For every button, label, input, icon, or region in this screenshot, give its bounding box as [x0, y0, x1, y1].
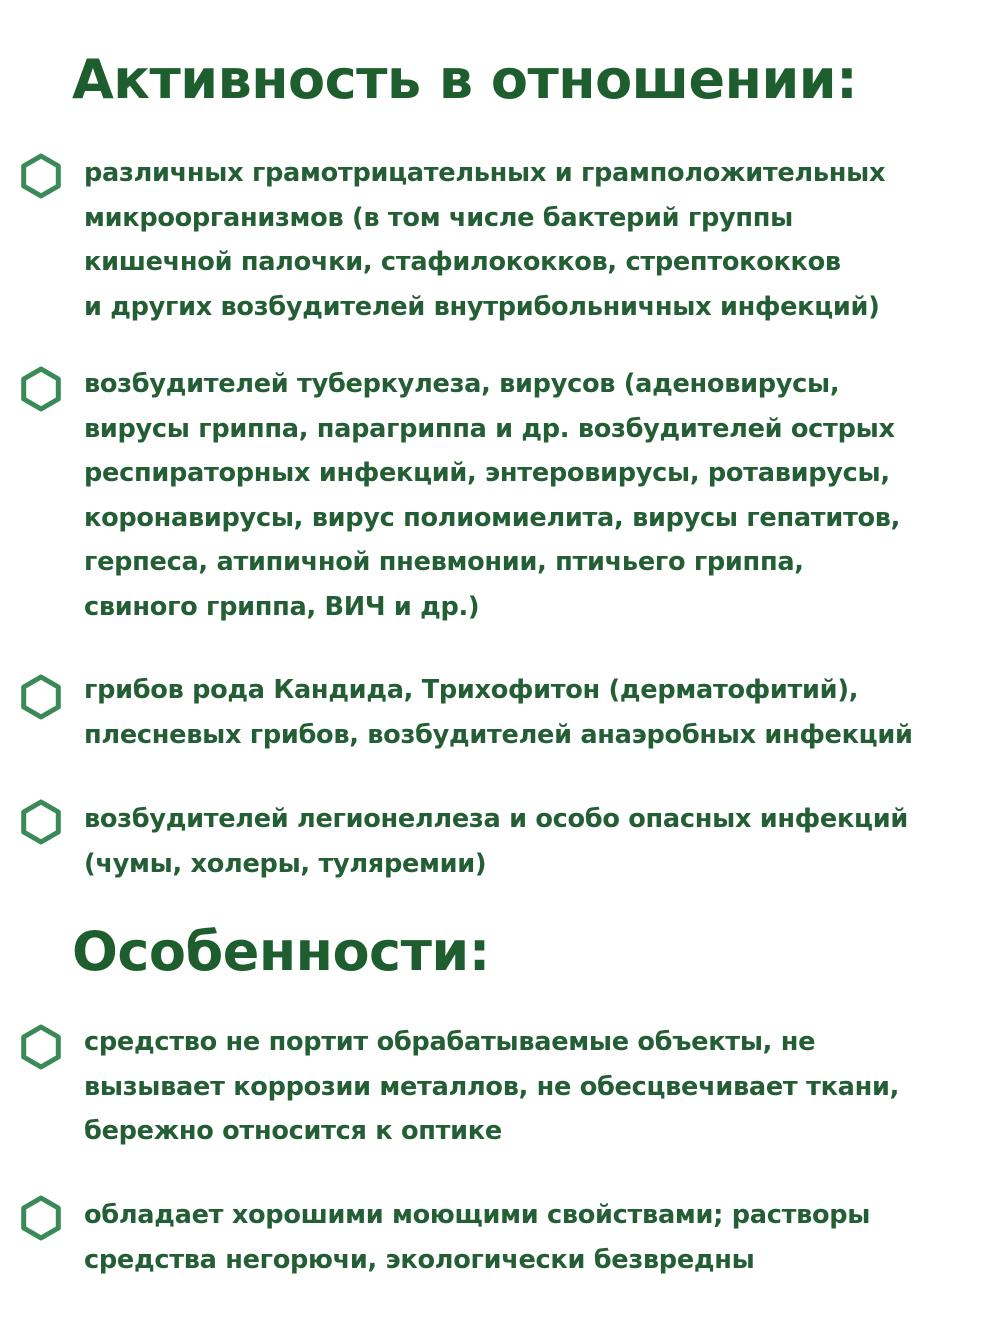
features-title: Особенности: — [72, 920, 490, 983]
activity-item-text: грибов рода Кандида, Трихофитон (дерматофитий), плесневых грибов, возбудителей анаэробных инфекций — [84, 675, 913, 750]
features-item-text: средство не портит обрабатываемые объекты, не вызывает коррозии металлов, не обесцвечивает ткани, бережно относится к оптике — [84, 1027, 900, 1146]
hexagon-bullet-icon — [18, 1195, 64, 1241]
features-item-text: обладает хорошими моющими свойствами; растворы средства негорючи, экологически безвредны — [84, 1200, 871, 1275]
hexagon-bullet-icon — [18, 799, 64, 845]
hexagon-bullet-icon — [18, 1024, 64, 1070]
activity-title: Активность в отношении: — [72, 48, 858, 111]
activity-item-text: возбудителей туберкулеза, вирусов (аденовирусы, вирусы гриппа, парагриппа и др. возбудителей острых респираторных инфекций, энтеровирусы, ротавирусы, коронавирусы, вирус полиомиелита, вирусы гепатитов, герпеса, атипичной пневмонии, птичьего гриппа, свиного гриппа, ВИЧ и др.) — [84, 369, 901, 622]
hexagon-bullet-icon — [18, 366, 64, 412]
activity-item-text: возбудителей легионеллеза и особо опасных инфекций (чумы, холеры, туляремии) — [84, 804, 908, 879]
activity-item-text: различных грамотрицательных и грамположительных микроорганизмов (в том числе бактерий группы кишечной палочки, стафилококков, стрептококков и других возбудителей внутрибольничных инфекций) — [84, 158, 886, 322]
hexagon-bullet-icon — [18, 153, 64, 199]
hexagon-bullet-icon — [18, 674, 64, 720]
